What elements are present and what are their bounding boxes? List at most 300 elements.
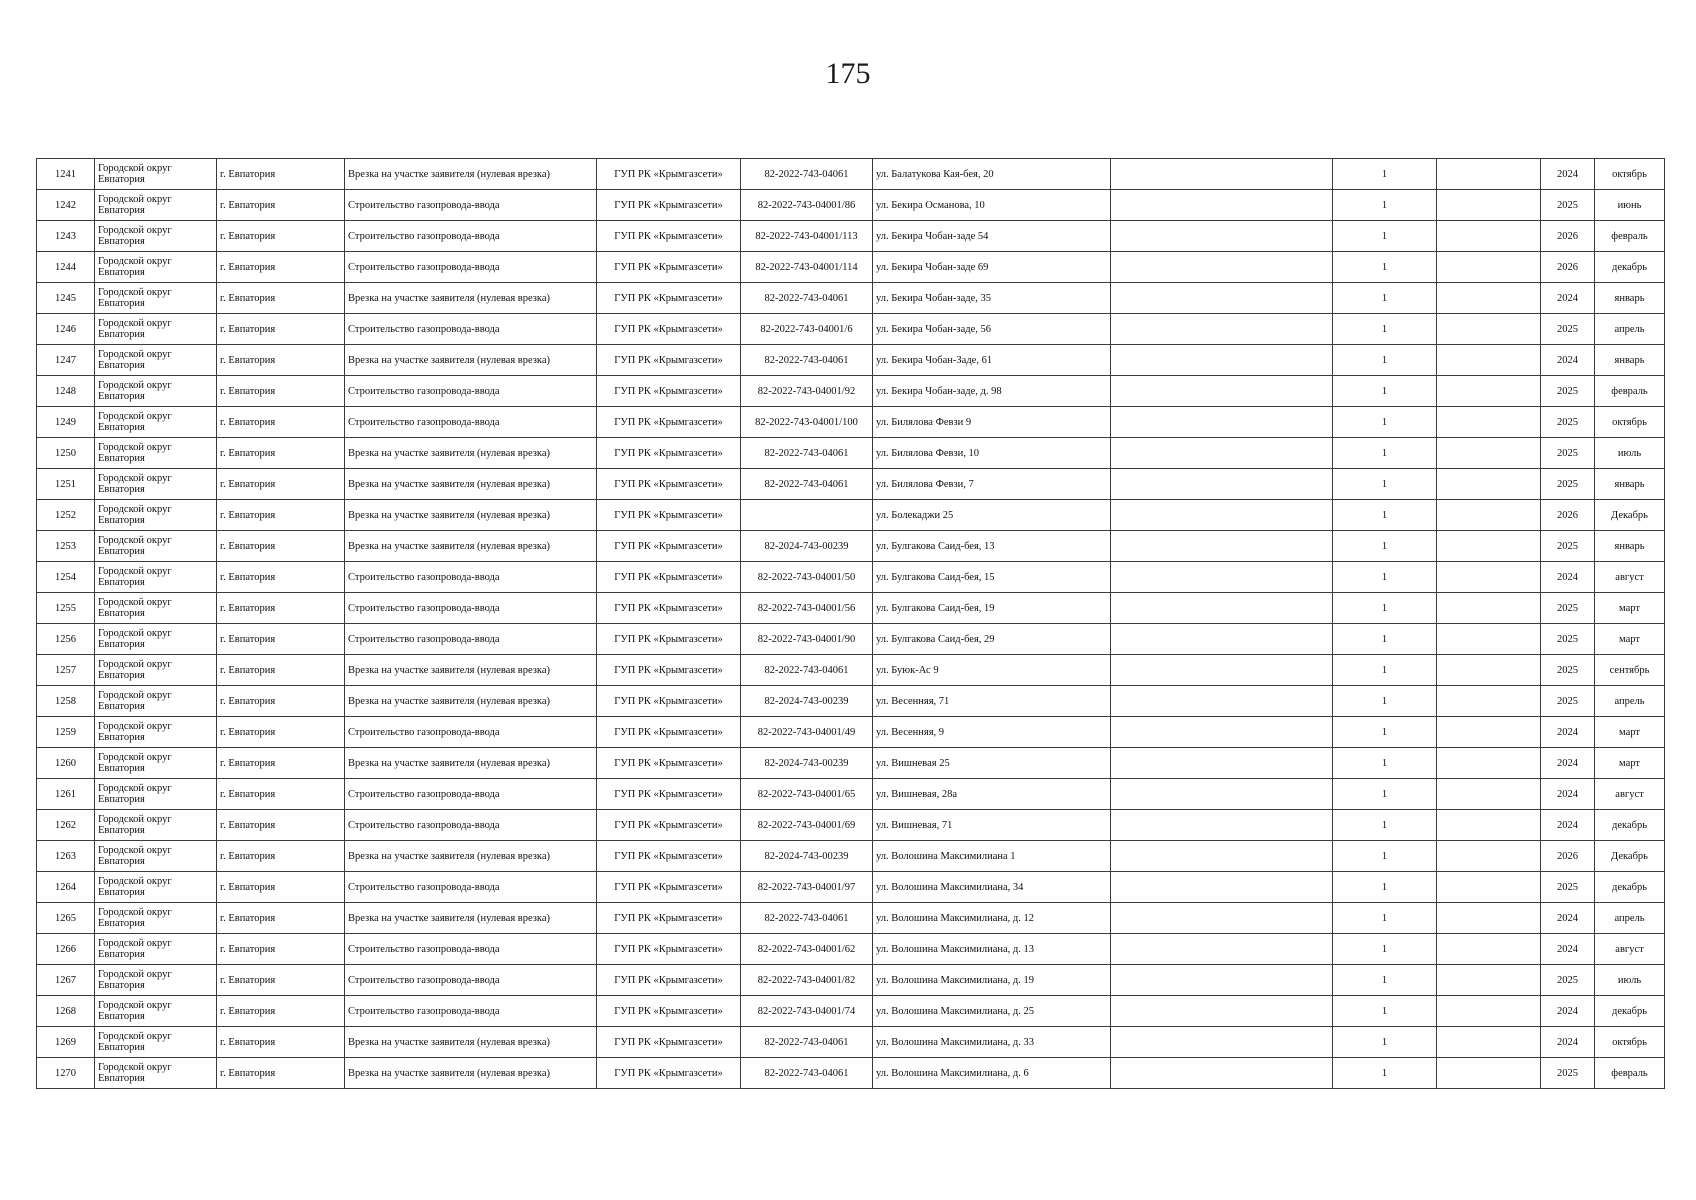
city-cell-text: г. Евпатория — [220, 199, 276, 211]
row-number-text: 1243 — [55, 230, 76, 242]
empty-cell — [1437, 779, 1541, 810]
permit-number-cell-text: 82-2022-743-04001/100 — [755, 416, 858, 428]
district-cell — [95, 221, 217, 252]
count-cell — [1333, 593, 1437, 624]
month-cell-text: апрель — [1614, 695, 1645, 707]
row-number — [37, 748, 95, 779]
empty-cell — [1437, 438, 1541, 469]
work-type-cell-text: Врезка на участке заявителя (нулевая врезка) — [348, 168, 551, 180]
permit-number-cell — [741, 841, 873, 872]
empty-cell — [1437, 624, 1541, 655]
month-cell-text: июнь — [1617, 199, 1642, 211]
permit-number-cell-text: 82-2022-743-04061 — [764, 168, 849, 180]
organization-cell-text: ГУП РК «Крымгазсети» — [614, 602, 723, 614]
count-cell-text: 1 — [1381, 199, 1388, 211]
year-cell-text: 2024 — [1557, 912, 1578, 924]
permit-number-cell — [741, 159, 873, 190]
work-type-cell-text: Врезка на участке заявителя (нулевая врезка) — [348, 354, 551, 366]
month-cell-text: январь — [1614, 354, 1645, 366]
district-cell — [95, 872, 217, 903]
empty-cell — [1111, 748, 1333, 779]
empty-cell — [1437, 996, 1541, 1027]
empty-cell — [1111, 779, 1333, 810]
organization-cell — [597, 748, 741, 779]
district-cell — [95, 469, 217, 500]
month-cell-text: сентябрь — [1609, 664, 1650, 676]
count-cell — [1333, 1058, 1437, 1089]
empty-cell — [1111, 407, 1333, 438]
address-cell — [873, 221, 1111, 252]
work-type-cell — [345, 1058, 597, 1089]
district-cell — [95, 779, 217, 810]
address-cell — [873, 810, 1111, 841]
district-cell — [95, 500, 217, 531]
permit-number-cell-text: 82-2022-743-04061 — [764, 292, 849, 304]
count-cell-text: 1 — [1381, 571, 1388, 583]
organization-cell — [597, 624, 741, 655]
month-cell — [1595, 996, 1665, 1027]
address-cell — [873, 531, 1111, 562]
month-cell-text: март — [1619, 633, 1640, 645]
count-cell — [1333, 438, 1437, 469]
year-cell — [1541, 810, 1595, 841]
month-cell-text: июль — [1617, 974, 1642, 986]
permit-number-cell — [741, 1027, 873, 1058]
row-number — [37, 407, 95, 438]
city-cell — [217, 748, 345, 779]
permit-number-cell — [741, 407, 873, 438]
permit-number-cell — [741, 903, 873, 934]
row-number-text: 1269 — [55, 1036, 76, 1048]
month-cell — [1595, 159, 1665, 190]
month-cell-text: февраль — [1611, 230, 1648, 242]
permit-number-cell-text: 82-2022-743-04061 — [764, 664, 849, 676]
district-cell-text: Городской округ Евпатория — [98, 721, 172, 743]
count-cell-text: 1 — [1381, 819, 1388, 831]
row-number-text: 1250 — [55, 447, 76, 459]
permit-number-cell — [741, 221, 873, 252]
year-cell — [1541, 283, 1595, 314]
count-cell-text: 1 — [1381, 447, 1388, 459]
address-cell-text: ул. Волошина Максимилиана, д. 25 — [876, 1005, 1035, 1017]
count-cell — [1333, 531, 1437, 562]
month-cell-text: февраль — [1611, 385, 1648, 397]
address-cell — [873, 593, 1111, 624]
month-cell — [1595, 624, 1665, 655]
organization-cell-text: ГУП РК «Крымгазсети» — [614, 509, 723, 521]
table-row — [37, 469, 1665, 500]
organization-cell-text: ГУП РК «Крымгазсети» — [614, 385, 723, 397]
address-cell — [873, 1058, 1111, 1089]
count-cell-text: 1 — [1381, 168, 1388, 180]
city-cell — [217, 934, 345, 965]
district-cell-text: Городской округ Евпатория — [98, 411, 172, 433]
organization-cell — [597, 810, 741, 841]
table-row — [37, 903, 1665, 934]
city-cell — [217, 965, 345, 996]
empty-cell — [1111, 593, 1333, 624]
organization-cell — [597, 500, 741, 531]
district-cell-text: Городской округ Евпатория — [98, 597, 172, 619]
work-type-cell-text: Строительство газопровода-ввода — [348, 261, 500, 273]
empty-cell — [1111, 903, 1333, 934]
row-number-text: 1265 — [55, 912, 76, 924]
empty-cell — [1111, 283, 1333, 314]
month-cell-text: январь — [1614, 478, 1645, 490]
empty-cell — [1437, 500, 1541, 531]
district-cell — [95, 190, 217, 221]
row-number — [37, 996, 95, 1027]
month-cell — [1595, 1027, 1665, 1058]
work-type-cell-text: Врезка на участке заявителя (нулевая врезка) — [348, 850, 551, 862]
city-cell — [217, 903, 345, 934]
district-cell — [95, 345, 217, 376]
work-type-cell — [345, 159, 597, 190]
table-row — [37, 438, 1665, 469]
organization-cell — [597, 1027, 741, 1058]
empty-cell — [1111, 531, 1333, 562]
year-cell — [1541, 717, 1595, 748]
row-number-text: 1261 — [55, 788, 76, 800]
city-cell — [217, 996, 345, 1027]
table-row — [37, 500, 1665, 531]
month-cell-text: январь — [1614, 292, 1645, 304]
permit-number-cell-text: 82-2022-743-04001/97 — [757, 881, 856, 893]
year-cell — [1541, 965, 1595, 996]
empty-cell — [1437, 159, 1541, 190]
empty-cell — [1437, 283, 1541, 314]
count-cell — [1333, 500, 1437, 531]
district-cell-text: Городской округ Евпатория — [98, 814, 172, 836]
city-cell — [217, 376, 345, 407]
organization-cell-text: ГУП РК «Крымгазсети» — [614, 261, 723, 273]
work-type-cell — [345, 438, 597, 469]
permit-number-cell-text: 82-2024-743-00239 — [764, 757, 849, 769]
year-cell-text: 2026 — [1557, 261, 1578, 273]
registry-table — [36, 158, 1665, 1089]
row-number-text: 1249 — [55, 416, 76, 428]
work-type-cell — [345, 376, 597, 407]
empty-cell — [1111, 965, 1333, 996]
city-cell — [217, 345, 345, 376]
empty-cell — [1437, 314, 1541, 345]
row-number-text: 1263 — [55, 850, 76, 862]
permit-number-cell — [741, 345, 873, 376]
empty-cell — [1111, 252, 1333, 283]
work-type-cell — [345, 748, 597, 779]
month-cell — [1595, 283, 1665, 314]
year-cell-text: 2025 — [1557, 540, 1578, 552]
row-number-text: 1252 — [55, 509, 76, 521]
permit-number-cell-text: 82-2022-743-04001/69 — [757, 819, 856, 831]
district-cell-text: Городской округ Евпатория — [98, 566, 172, 588]
address-cell-text: ул. Бекира Чобан-заде, д. 98 — [876, 385, 1002, 397]
count-cell — [1333, 469, 1437, 500]
count-cell — [1333, 562, 1437, 593]
year-cell — [1541, 779, 1595, 810]
empty-cell — [1437, 934, 1541, 965]
district-cell — [95, 1027, 217, 1058]
address-cell — [873, 686, 1111, 717]
district-cell-text: Городской округ Евпатория — [98, 349, 172, 371]
row-number-text: 1267 — [55, 974, 76, 986]
year-cell-text: 2025 — [1557, 323, 1578, 335]
empty-cell — [1111, 810, 1333, 841]
work-type-cell-text: Строительство газопровода-ввода — [348, 199, 500, 211]
empty-cell — [1437, 252, 1541, 283]
month-cell — [1595, 376, 1665, 407]
address-cell — [873, 345, 1111, 376]
table-row — [37, 872, 1665, 903]
work-type-cell — [345, 593, 597, 624]
city-cell — [217, 407, 345, 438]
month-cell-text: октябрь — [1612, 168, 1647, 180]
count-cell — [1333, 779, 1437, 810]
work-type-cell — [345, 345, 597, 376]
month-cell — [1595, 1058, 1665, 1089]
district-cell — [95, 717, 217, 748]
permit-number-cell — [741, 996, 873, 1027]
year-cell — [1541, 1027, 1595, 1058]
permit-number-cell-text: 82-2022-743-04001/114 — [755, 261, 858, 273]
district-cell-text: Городской округ Евпатория — [98, 628, 172, 650]
organization-cell-text: ГУП РК «Крымгазсети» — [614, 323, 723, 335]
table-row — [37, 531, 1665, 562]
month-cell-text: декабрь — [1612, 881, 1647, 893]
permit-number-cell — [741, 965, 873, 996]
year-cell-text: 2026 — [1557, 509, 1578, 521]
city-cell-text: г. Евпатория — [220, 571, 276, 583]
address-cell-text: ул. Балатукова Кая-бея, 20 — [876, 168, 994, 180]
address-cell-text: ул. Волошина Максимилиана 1 — [876, 850, 1016, 862]
permit-number-cell-text: 82-2022-743-04001/56 — [757, 602, 856, 614]
table-row — [37, 593, 1665, 624]
city-cell-text: г. Евпатория — [220, 695, 276, 707]
year-cell — [1541, 872, 1595, 903]
city-cell — [217, 717, 345, 748]
row-number-text: 1258 — [55, 695, 76, 707]
row-number-text: 1246 — [55, 323, 76, 335]
organization-cell-text: ГУП РК «Крымгазсети» — [614, 850, 723, 862]
permit-number-cell-text: 82-2022-743-04001/49 — [757, 726, 856, 738]
empty-cell — [1111, 1027, 1333, 1058]
year-cell — [1541, 903, 1595, 934]
year-cell-text: 2024 — [1557, 292, 1578, 304]
year-cell — [1541, 221, 1595, 252]
permit-number-cell-text: 82-2022-743-04001/65 — [757, 788, 856, 800]
count-cell — [1333, 717, 1437, 748]
work-type-cell — [345, 996, 597, 1027]
address-cell-text: ул. Билялова Февзи, 7 — [876, 478, 974, 490]
month-cell — [1595, 252, 1665, 283]
city-cell-text: г. Евпатория — [220, 664, 276, 676]
year-cell-text: 2024 — [1557, 757, 1578, 769]
address-cell-text: ул. Бекира Чобан-заде, 56 — [876, 323, 991, 335]
district-cell-text: Городской округ Евпатория — [98, 225, 172, 247]
row-number — [37, 159, 95, 190]
empty-cell — [1437, 686, 1541, 717]
work-type-cell — [345, 841, 597, 872]
empty-cell — [1437, 345, 1541, 376]
year-cell — [1541, 376, 1595, 407]
organization-cell-text: ГУП РК «Крымгазсети» — [614, 447, 723, 459]
month-cell — [1595, 469, 1665, 500]
organization-cell — [597, 252, 741, 283]
organization-cell-text: ГУП РК «Крымгазсети» — [614, 633, 723, 645]
permit-number-cell — [741, 748, 873, 779]
count-cell — [1333, 345, 1437, 376]
work-type-cell-text: Врезка на участке заявителя (нулевая врезка) — [348, 664, 551, 676]
district-cell-text: Городской округ Евпатория — [98, 287, 172, 309]
month-cell-text: февраль — [1611, 1067, 1648, 1079]
address-cell — [873, 717, 1111, 748]
table-row — [37, 748, 1665, 779]
organization-cell — [597, 872, 741, 903]
count-cell-text: 1 — [1381, 416, 1388, 428]
row-number — [37, 221, 95, 252]
row-number-text: 1247 — [55, 354, 76, 366]
row-number — [37, 469, 95, 500]
permit-number-cell-text: 82-2022-743-04061 — [764, 1036, 849, 1048]
year-cell — [1541, 934, 1595, 965]
year-cell-text: 2025 — [1557, 447, 1578, 459]
organization-cell-text: ГУП РК «Крымгазсети» — [614, 664, 723, 676]
table-row — [37, 345, 1665, 376]
work-type-cell — [345, 655, 597, 686]
city-cell — [217, 159, 345, 190]
city-cell — [217, 1058, 345, 1089]
count-cell — [1333, 376, 1437, 407]
table-row — [37, 283, 1665, 314]
district-cell-text: Городской округ Евпатория — [98, 690, 172, 712]
row-number-text: 1260 — [55, 757, 76, 769]
permit-number-cell-text: 82-2022-743-04061 — [764, 1067, 849, 1079]
district-cell-text: Городской округ Евпатория — [98, 907, 172, 929]
city-cell-text: г. Евпатория — [220, 974, 276, 986]
district-cell-text: Городской округ Евпатория — [98, 938, 172, 960]
year-cell-text: 2024 — [1557, 1036, 1578, 1048]
address-cell-text: ул. Бекира Чобан-Заде, 61 — [876, 354, 993, 366]
year-cell — [1541, 624, 1595, 655]
city-cell-text: г. Евпатория — [220, 602, 276, 614]
district-cell — [95, 407, 217, 438]
district-cell-text: Городской округ Евпатория — [98, 1000, 172, 1022]
city-cell-text: г. Евпатория — [220, 540, 276, 552]
count-cell-text: 1 — [1381, 788, 1388, 800]
month-cell — [1595, 717, 1665, 748]
permit-number-cell — [741, 934, 873, 965]
year-cell-text: 2025 — [1557, 478, 1578, 490]
count-cell — [1333, 252, 1437, 283]
count-cell — [1333, 810, 1437, 841]
work-type-cell-text: Строительство газопровода-ввода — [348, 881, 500, 893]
organization-cell — [597, 469, 741, 500]
row-number — [37, 438, 95, 469]
permit-number-cell-text: 82-2022-743-04061 — [764, 478, 849, 490]
empty-cell — [1111, 221, 1333, 252]
organization-cell-text: ГУП РК «Крымгазсети» — [614, 230, 723, 242]
count-cell — [1333, 996, 1437, 1027]
permit-number-cell — [741, 1058, 873, 1089]
work-type-cell-text: Врезка на участке заявителя (нулевая врезка) — [348, 540, 551, 552]
district-cell-text: Городской округ Евпатория — [98, 442, 172, 464]
district-cell — [95, 314, 217, 345]
table-row — [37, 965, 1665, 996]
address-cell-text: ул. Бекира Чобан-заде, 35 — [876, 292, 991, 304]
organization-cell — [597, 996, 741, 1027]
work-type-cell-text: Строительство газопровода-ввода — [348, 726, 500, 738]
row-number — [37, 1058, 95, 1089]
registry-table-body — [37, 159, 1665, 1089]
work-type-cell-text: Строительство газопровода-ввода — [348, 230, 500, 242]
row-number — [37, 841, 95, 872]
organization-cell — [597, 376, 741, 407]
permit-number-cell — [741, 779, 873, 810]
organization-cell-text: ГУП РК «Крымгазсети» — [614, 695, 723, 707]
year-cell-text: 2025 — [1557, 881, 1578, 893]
count-cell — [1333, 965, 1437, 996]
work-type-cell-text: Врезка на участке заявителя (нулевая врезка) — [348, 695, 551, 707]
year-cell-text: 2025 — [1557, 695, 1578, 707]
work-type-cell — [345, 314, 597, 345]
work-type-cell — [345, 779, 597, 810]
empty-cell — [1437, 469, 1541, 500]
permit-number-cell — [741, 872, 873, 903]
address-cell-text: ул. Билялова Февзи, 10 — [876, 447, 980, 459]
address-cell — [873, 376, 1111, 407]
work-type-cell — [345, 562, 597, 593]
organization-cell — [597, 717, 741, 748]
address-cell — [873, 562, 1111, 593]
permit-number-cell-text: 82-2022-743-04001/86 — [757, 199, 856, 211]
work-type-cell — [345, 903, 597, 934]
city-cell — [217, 624, 345, 655]
city-cell-text: г. Евпатория — [220, 323, 276, 335]
row-number-text: 1241 — [55, 168, 76, 180]
city-cell-text: г. Евпатория — [220, 1067, 276, 1079]
work-type-cell-text: Строительство газопровода-ввода — [348, 416, 500, 428]
month-cell — [1595, 841, 1665, 872]
organization-cell-text: ГУП РК «Крымгазсети» — [614, 819, 723, 831]
city-cell-text: г. Евпатория — [220, 416, 276, 428]
district-cell — [95, 686, 217, 717]
address-cell-text: ул. Булгакова Саид-бея, 29 — [876, 633, 995, 645]
permit-number-cell — [741, 562, 873, 593]
organization-cell — [597, 686, 741, 717]
empty-cell — [1111, 438, 1333, 469]
row-number — [37, 1027, 95, 1058]
year-cell-text: 2024 — [1557, 168, 1578, 180]
district-cell — [95, 841, 217, 872]
district-cell-text: Городской округ Евпатория — [98, 318, 172, 340]
empty-cell — [1111, 872, 1333, 903]
district-cell-text: Городской округ Евпатория — [98, 752, 172, 774]
organization-cell-text: ГУП РК «Крымгазсети» — [614, 416, 723, 428]
work-type-cell-text: Строительство газопровода-ввода — [348, 385, 500, 397]
month-cell — [1595, 190, 1665, 221]
permit-number-cell — [741, 810, 873, 841]
city-cell-text: г. Евпатория — [220, 354, 276, 366]
row-number-text: 1254 — [55, 571, 76, 583]
address-cell-text: ул. Волошина Максимилиана, д. 12 — [876, 912, 1035, 924]
month-cell-text: август — [1615, 788, 1644, 800]
work-type-cell-text: Строительство газопровода-ввода — [348, 633, 500, 645]
city-cell-text: г. Евпатория — [220, 726, 276, 738]
row-number-text: 1245 — [55, 292, 76, 304]
count-cell-text: 1 — [1381, 354, 1388, 366]
address-cell-text: ул. Булгакова Саид-бея, 19 — [876, 602, 995, 614]
city-cell-text: г. Евпатория — [220, 757, 276, 769]
